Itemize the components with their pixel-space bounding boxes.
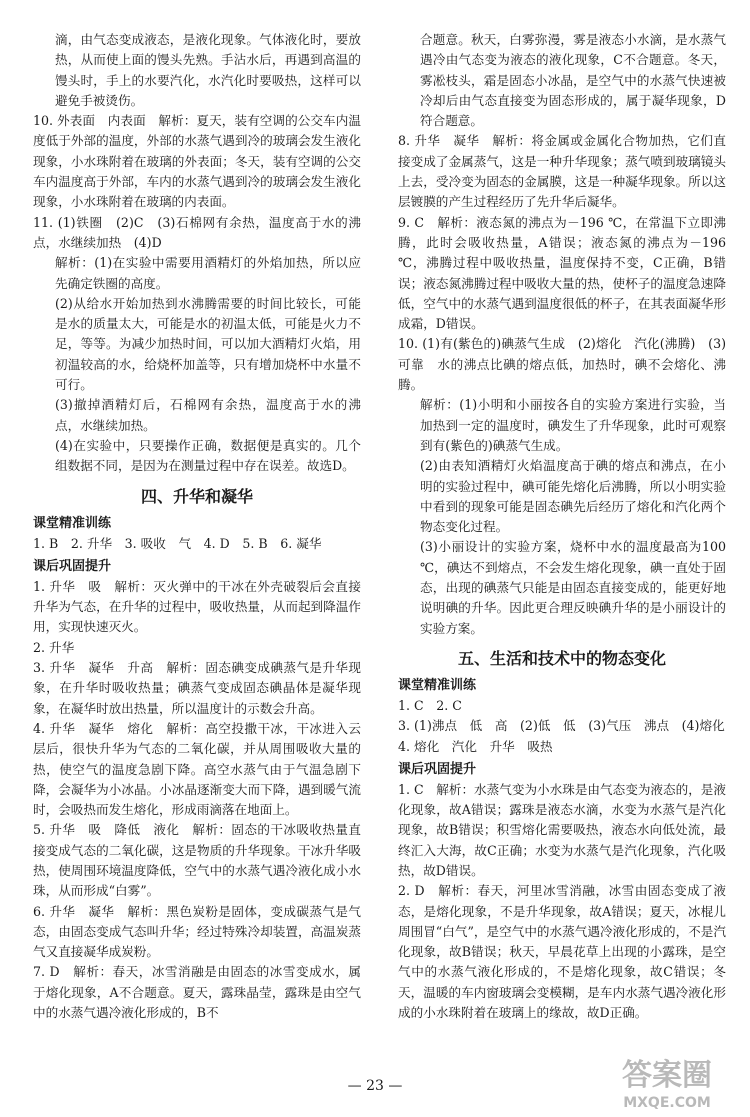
answer-item: 4. 升华 凝华 熔化 解析：高空投撒干冰，干冰进入云层后，很快升华为气态的二氧化碳，并从周围吸收大量的热，使空气的温度急剧下降。高空水蒸气由于气温急剧下降，会凝华为小冰晶。小冰晶逐渐变大而下降，遇到暖气流时，会吸热而发生熔化，形成雨滴落在地面上。: [33, 720, 361, 818]
answer-item: 2. 升华: [33, 639, 75, 655]
left-column: [33, 30, 361, 1023]
section-heading: 四、升华和凝华: [140, 486, 253, 506]
answer-paragraph: (3)撤掉酒精灯后，石棉网有余热，温度高于水的沸点，水继续加热。: [55, 397, 361, 433]
answer-paragraph: (3)小丽设计的实验方案，烧杯中水的温度最高为100 ℃，碘达不到熔点，不会发生熔化现象，碘一直处于固态，出现的碘蒸气只能是由固态直接变成的，能更好地说明碘的升华。因此更合理反映碘升华的是小丽设计的实验方案。: [420, 539, 726, 636]
answer-item: 5. 升华 吸 降低 液化 解析：固态的干冰吸收热量直接变成气态的二氧化碳，这是物质的升华现象。干冰升华吸热，使周围环境温度降低，空气中的水蒸气遇冷液化成小水珠，从而形成“白雾”。: [33, 822, 361, 899]
answer-item: 4. 熔化 汽化 升华 吸热: [398, 738, 553, 754]
answer-paragraph: 合题意。秋天，白雾弥漫，雾是液态小水滴，是水蒸气遇冷由气态变为液态的液化现象，C不合题意。冬天，雾凇枝头，霜是固态小冰晶，是空气中的水蒸气快速被冷却后由气态直接变为固态形成的，属于凝华现象，D符合题意。: [420, 32, 726, 129]
answer-item: 9. C 解析：液态氮的沸点为－196 ℃，在常温下立即沸腾，此时会吸收热量，A错误；液态氮的沸点为－196 ℃，沸腾过程中吸收热量，温度保持不变，C正确，B错误；液态氮沸腾过程中吸收大量的热，使杯子的温度急速降低，空气中的水蒸气遇到温度很低的杯子，在其表面凝华形成霜，D错误。: [398, 214, 726, 332]
answer-paragraph: 解析：(1)在实验中需要用酒精灯的外焰加热，所以应先确定铁圈的高度。: [55, 255, 361, 291]
subsection-heading: 课后巩固提升: [33, 558, 112, 574]
answer-item: 1. B 2. 升华 3. 吸收 气 4. D 5. B 6. 凝华: [33, 535, 322, 551]
answer-item: 10. 外表面 内表面 解析：夏天，装有空调的公交车内温度低于外部的温度，外部的水蒸气遇到冷的玻璃会发生液化现象，小水珠附着在玻璃的外表面；冬天，装有空调的公交车内温度高于外部，车内的水蒸气遇到冷的玻璃会发生液化现象，小水珠附着在玻璃的内表面。: [33, 113, 361, 210]
answer-paragraph: (4)在实验中，只要操作正确，数据便是真实的。几个组数据不同，是因为在测量过程中存在误差。故选D。: [55, 437, 361, 474]
watermark-text: 答案圈: [622, 1058, 712, 1093]
answer-item: 11. (1)铁圈 (2)C (3)石棉网有余热，温度高于水的沸点，水继续加热 (4)D: [33, 214, 361, 250]
page-number: — 23 —: [347, 1078, 403, 1094]
watermark-logo: [592, 1051, 742, 1113]
answer-paragraph: (2)由表知酒精灯火焰温度高于碘的熔点和沸点，在小明的实验过程中，碘可能先熔化后沸腾，所以小明实验中看到的现象可能是固态碘先后经历了熔化和汽化两个物态变化过程。: [420, 458, 726, 535]
subsection-heading: 课堂精准训练: [33, 515, 112, 531]
answer-paragraph: (2)从给水开始加热到水沸腾需要的时间比较长，可能是水的质量太大，可能是水的初温太低，可能是火力不足，等等。为减少加热时间，可以加大酒精灯火焰，用初温较高的水，给烧杯加盖等，只有增加烧杯中水量不可行。: [55, 295, 361, 393]
answer-item: 3. 升华 凝华 升高 解析：固态碘变成碘蒸气是升华现象，在升华时吸收热量；碘蒸气变成固态碘晶体是凝华现象，在凝华时放出热量，所以温度计的示数会升高。: [33, 660, 361, 716]
answer-paragraph: 滴，由气态变成液态，是液化现象。气体液化时，要放热，从而使上面的馒头先熟。手沾水后，再遇到高温的馒头时，手上的水要汽化，水汽化时要吸热，这样可以避免手被烫伤。: [55, 32, 361, 108]
subsection-heading: 课后巩固提升: [398, 761, 477, 777]
answer-item: 1. C 2. C: [398, 697, 462, 713]
answer-paragraph: 解析：(1)小明和小丽按各自的实验方案进行实验，当加热到一定的温度时，碘发生了升华现象，此时可观察到有(紫色的)碘蒸气生成。: [420, 397, 726, 453]
answer-item: 8. 升华 凝华 解析：将金属或金属化合物加热，它们直接变成了金属蒸气，这是一种升华现象；蒸气喷到玻璃镜头上去，受冷变为固态的金属膜，这是一种凝华现象。所以这层镀膜的产生过程经历了先升华后凝华。: [398, 133, 726, 210]
answer-item: 10. (1)有(紫色的)碘蒸气生成 (2)熔化 汽化(沸腾) (3)可靠 水的沸点比碘的熔点低，加热时，碘不会熔化、沸腾。: [398, 336, 726, 393]
answer-item: 7. D 解析：春天，冰雪消融是由固态的冰雪变成水，属于熔化现象，A不合题意。夏天，露珠晶莹，露珠是由空气中的水蒸气遇冷液化形成的，B不: [33, 964, 361, 1021]
section-heading: 五、生活和技术中的物态变化: [457, 648, 666, 668]
subsection-heading: 课堂精准训练: [398, 677, 477, 693]
watermark-url: MXQE.COM: [623, 1095, 711, 1111]
answer-item: 3. (1)沸点 低 高 (2)低 低 (3)气压 沸点 (4)熔化: [398, 718, 725, 734]
answer-item: 6. 升华 凝华 解析：黑色炭粉是固体，变成碳蒸气是气态，由固态变成气态叫升华；经过特殊冷却装置，高温炭蒸气又直接凝华成炭粉。: [33, 903, 361, 960]
answer-item: 2. D 解析：春天，河里冰雪消融，冰雪由固态变成了液态，是熔化现象，不是升华现象，故A错误；夏天，冰棍儿周围冒“白气”，是空气中的水蒸气遇冷液化形成的，不是汽化现象，故B错误；秋天，早晨花草上出现的小露珠，是空气中的水蒸气液化形成的，不是熔化现象，故C错误；冬天，温暖的车内窗玻璃会变模糊，是车内水蒸气遇冷液化形成的小水珠附着在玻璃上的缘故，故D正确。: [398, 883, 726, 1021]
answer-item: 1. C 解析：水蒸气变为小水珠是由气态变为液态的，是液化现象，故A错误；露珠是液态水滴，水变为水蒸气是汽化现象，故B错误；积雪熔化需要吸热，液态水向低处流，最终汇入大海，故C正确；水变为水蒸气是汽化现象，汽化吸热，故D错误。: [398, 781, 726, 878]
right-column: [398, 30, 726, 1023]
answer-item: 1. 升华 吸 解析：灭火弹中的干冰在外壳破裂后会直接升华为气态，在升华的过程中，吸收热量，从而起到降温作用，实现快速灭火。: [33, 578, 361, 635]
